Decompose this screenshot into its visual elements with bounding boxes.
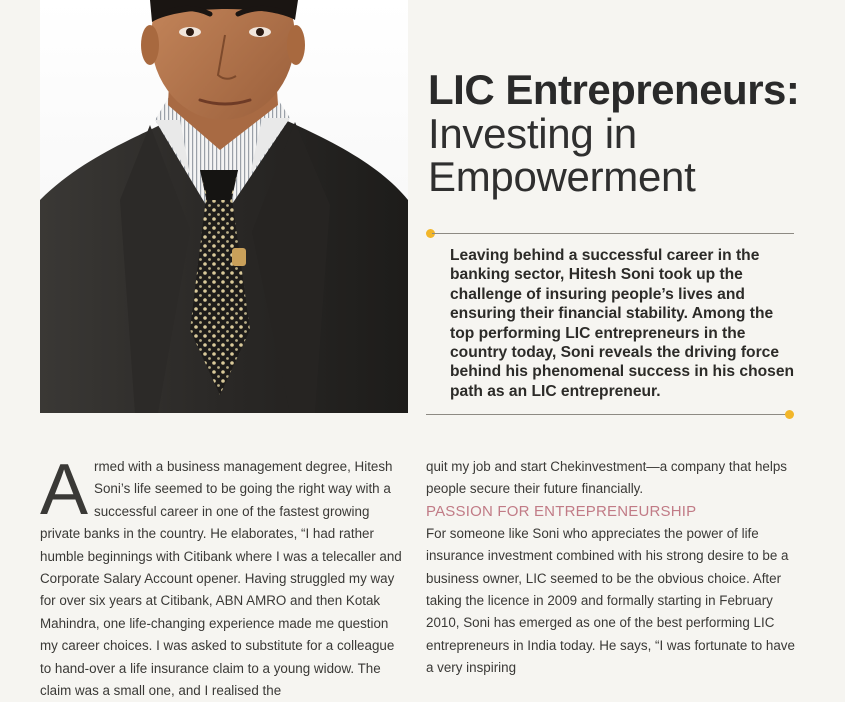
- body-column-left: [40, 450, 405, 702]
- body-right-para-1: quit my job and start Chekinvestment—a company that helps people secure their future financially.: [426, 459, 787, 497]
- drop-cap: A: [40, 450, 89, 530]
- section-subhead: PASSION FOR ENTREPRENEURSHIP: [426, 502, 697, 520]
- article-intro: Leaving behind a successful career in the banking sector, Hitesh Soni took up the challenge of insuring people’s lives and ensuring their financial stability. Among the top performing LIC entrepreneurs in the country today, Soni reveals the driving force behind his phenomenal success in his chosen path as an LIC entrepreneur.: [450, 247, 795, 400]
- portrait-photo: [40, 0, 408, 413]
- body-column-right: [426, 456, 806, 680]
- body-left-text: rmed with a business management degree, Hitesh Soni’s life seemed to be going the right way with a successful career in one of the fastest growing private banks in the country. He elaborates, “I had rather humble beginnings with Citibank where I was a telecaller and Corporate Salary Account opener. Having struggled my way for over six years at Citibank, ABN AMRO and then Kotak Mahindra, one life-changing experience made me question my career choices. I was asked to substitute for a colleague to hand-over a life insurance claim to a young widow. The claim was a small one, and I realised the: [40, 459, 402, 699]
- accent-dot-bottom: [785, 410, 794, 419]
- article-title: [428, 68, 828, 198]
- title-bold-line: LIC Entrepreneurs:: [428, 66, 800, 113]
- divider-bottom: [426, 414, 788, 415]
- divider-top: [432, 233, 794, 234]
- title-light-line-1: Investing in: [428, 110, 637, 157]
- title-light-line-2: Empowerment: [428, 153, 696, 200]
- body-right-para-2: For someone like Soni who appreciates the power of life insurance investment combined with his strong desire to be a business owner, LIC seemed to be the obvious choice. After taking the licence in 2009 and formally starting in February 2010, Soni has emerged as one of the best performing LIC entrepreneurs in India today. He says, “I was fortunate to have a very inspiring: [426, 525, 795, 676]
